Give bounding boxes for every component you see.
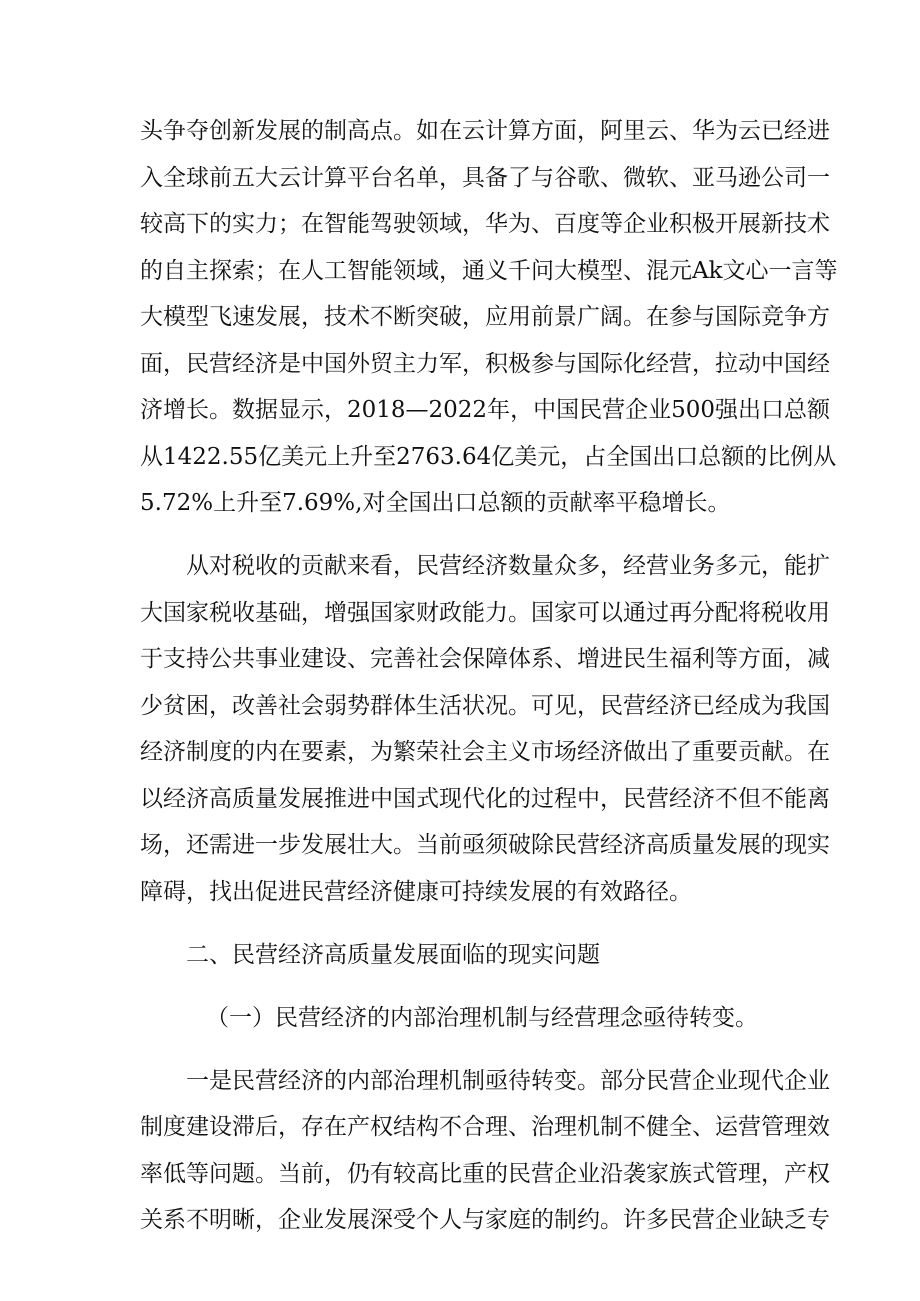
paragraph-line: 制度建设滞后，存在产权结构不合理、治理机制不健全、运营管理效 (140, 1114, 830, 1140)
paragraph-line: 头争夺创新发展的制高点。如在云计算方面，阿里云、华为云已经进 (140, 118, 830, 144)
paragraph-line: 济增长。数据显示，2018—2022年，中国民营企业500强出口总额 (140, 397, 830, 423)
paragraph-line: 的自主探索；在人工智能领域，通义千问大模型、混元Ak文心一言等 (140, 258, 838, 284)
paragraph-line: 障碍，找出促进民营经济健康可持续发展的有效路径。 (140, 879, 692, 905)
paragraph-line: 从对税收的贡献来看，民营经济数量众多，经营业务多元，能扩 (186, 553, 830, 579)
paragraph-line: 大国家税收基础，增强国家财政能力。国家可以通过再分配将税收用 (140, 600, 830, 626)
paragraph-line: 场，还需进一步发展壮大。当前亟须破除民营经济高质量发展的现实 (140, 832, 830, 858)
paragraph-line: 面，民营经济是中国外贸主力军，积极参与国际化经营，拉动中国经 (140, 351, 830, 377)
paragraph-line: 5.72%上升至7.69%,对全国出口总额的贡献率平稳增长。 (140, 490, 731, 516)
paragraph-line: 经济制度的内在要素，为繁荣社会主义市场经济做出了重要贡献。在 (140, 739, 830, 765)
paragraph-line: 入全球前五大云计算平台名单，具备了与谷歌、微软、亚马逊公司一 (140, 165, 830, 191)
paragraph-line: 一是民营经济的内部治理机制亟待转变。部分民营企业现代企业 (186, 1068, 830, 1094)
paragraph-line: 于支持公共事业建设、完善社会保障体系、增进民生福利等方面，减 (140, 646, 830, 672)
section-heading: 二、民营经济高质量发展面临的现实问题 (186, 942, 600, 968)
paragraph-line: 较高下的实力；在智能驾驶领域，华为、百度等企业积极开展新技术 (140, 211, 830, 237)
paragraph-line: 率低等问题。当前，仍有较高比重的民营企业沿袭家族式管理，产权 (140, 1161, 830, 1187)
paragraph-line: 大模型飞速发展，技术不断突破，应用前景广阔。在参与国际竞争方 (140, 304, 830, 330)
paragraph-line: 关系不明晰，企业发展深受个人与家庭的制约。许多民营企业缺乏专 (140, 1207, 830, 1233)
subsection-heading: （一）民营经济的内部治理机制与经营理念亟待转变。 (206, 1005, 758, 1031)
paragraph-line: 从1422.55亿美元上升至2763.64亿美元，占全国出口总额的比例从 (140, 444, 837, 470)
paragraph-line: 以经济高质量发展推进中国式现代化的过程中，民营经济不但不能离 (140, 786, 830, 812)
paragraph-line: 少贫困，改善社会弱势群体生活状况。可见，民营经济已经成为我国 (140, 693, 830, 719)
